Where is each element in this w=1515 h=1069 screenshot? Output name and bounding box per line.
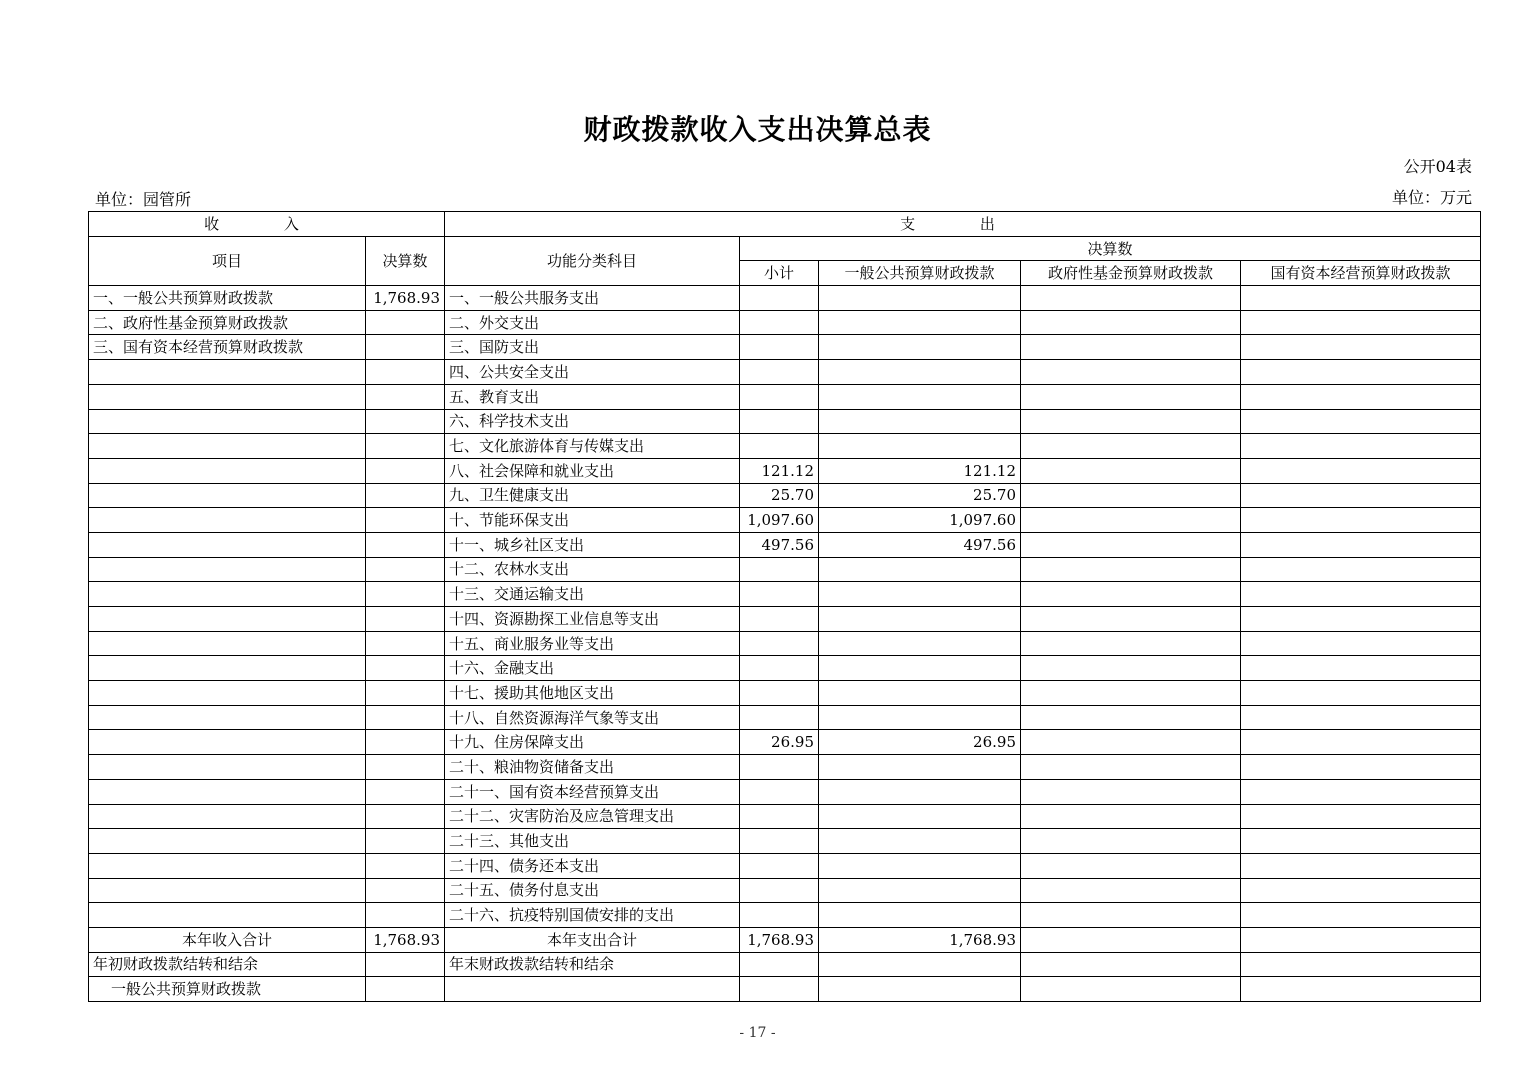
income-amount xyxy=(366,903,445,928)
reporting-unit: 单位：园管所 xyxy=(95,190,192,209)
income-amount xyxy=(366,532,445,557)
income-item xyxy=(89,582,366,607)
subtotal-cell xyxy=(740,335,819,360)
state-capital-cell xyxy=(1241,903,1481,928)
expense-item: 十一、城乡社区支出 xyxy=(445,532,740,557)
gov-fund-cell xyxy=(1021,878,1241,903)
income-amount xyxy=(366,483,445,508)
state-capital-cell xyxy=(1241,755,1481,780)
state-capital-cell xyxy=(1241,681,1481,706)
state-capital-cell xyxy=(1241,853,1481,878)
income-amount xyxy=(366,458,445,483)
state-capital-cell xyxy=(1241,952,1481,977)
income-item xyxy=(89,656,366,681)
gov-fund-cell xyxy=(1021,903,1241,928)
income-item: 年初财政拨款结转和结余 xyxy=(89,952,366,977)
state-capital-cell xyxy=(1241,384,1481,409)
general-budget-cell xyxy=(819,829,1021,854)
general-budget-cell xyxy=(819,755,1021,780)
gov-fund-cell xyxy=(1021,755,1241,780)
expense-item: 五、教育支出 xyxy=(445,384,740,409)
expense-item: 年末财政拨款结转和结余 xyxy=(445,952,740,977)
subtotal-cell xyxy=(740,310,819,335)
table-row xyxy=(89,878,1481,903)
gov-fund-cell xyxy=(1021,360,1241,385)
income-amount xyxy=(366,730,445,755)
expense-item: 六、科学技术支出 xyxy=(445,409,740,434)
income-amount xyxy=(366,878,445,903)
subtotal-cell: 121.12 xyxy=(740,458,819,483)
total-row xyxy=(89,927,1481,952)
general-budget-cell xyxy=(819,977,1021,1002)
general-budget-cell xyxy=(819,853,1021,878)
state-capital-cell xyxy=(1241,656,1481,681)
income-item xyxy=(89,360,366,385)
carry-row xyxy=(89,952,1481,977)
state-capital-cell xyxy=(1241,829,1481,854)
subtotal-cell xyxy=(740,779,819,804)
state-capital-cell xyxy=(1241,878,1481,903)
gov-fund-cell xyxy=(1021,804,1241,829)
gov-fund-cell xyxy=(1021,631,1241,656)
subtotal-cell xyxy=(740,286,819,311)
table-row xyxy=(89,730,1481,755)
expense-item: 十五、商业服务业等支出 xyxy=(445,631,740,656)
general-budget-cell xyxy=(819,607,1021,632)
income-item xyxy=(89,878,366,903)
subtotal-cell: 26.95 xyxy=(740,730,819,755)
income-amount: 1,768.93 xyxy=(366,286,445,311)
income-item xyxy=(89,730,366,755)
gov-fund-cell xyxy=(1021,310,1241,335)
gov-fund-cell xyxy=(1021,532,1241,557)
income-item: 二、政府性基金预算财政拨款 xyxy=(89,310,366,335)
income-amount xyxy=(366,582,445,607)
income-amount xyxy=(366,952,445,977)
general-budget-cell: 1,097.60 xyxy=(819,508,1021,533)
general-budget-cell: 26.95 xyxy=(819,730,1021,755)
general-budget-cell: 25.70 xyxy=(819,483,1021,508)
gov-fund-cell xyxy=(1021,458,1241,483)
table-row xyxy=(89,384,1481,409)
income-amount xyxy=(366,829,445,854)
income-item xyxy=(89,434,366,459)
subtotal-cell xyxy=(740,755,819,780)
table-row xyxy=(89,903,1481,928)
income-total-label: 本年收入合计 xyxy=(89,927,366,952)
table-row xyxy=(89,631,1481,656)
table-row xyxy=(89,804,1481,829)
expense-total-label: 本年支出合计 xyxy=(445,927,740,952)
income-item xyxy=(89,853,366,878)
income-amount xyxy=(366,853,445,878)
income-amount xyxy=(366,779,445,804)
income-amount xyxy=(366,977,445,1002)
subtotal-cell: 25.70 xyxy=(740,483,819,508)
expense-item: 二十六、抗疫特别国债安排的支出 xyxy=(445,903,740,928)
subtotal-cell xyxy=(740,607,819,632)
subtotal-cell xyxy=(740,409,819,434)
expense-item: 二十一、国有资本经营预算支出 xyxy=(445,779,740,804)
final-amount-group-header: 决算数 xyxy=(740,236,1481,261)
expense-item: 十三、交通运输支出 xyxy=(445,582,740,607)
state-capital-cell xyxy=(1241,779,1481,804)
general-budget-cell xyxy=(819,878,1021,903)
state-capital-cell xyxy=(1241,557,1481,582)
table-row xyxy=(89,409,1481,434)
form-number: 公开04表 xyxy=(1403,157,1472,176)
subtotal-cell xyxy=(740,434,819,459)
state-capital-header: 国有资本经营预算财政拨款 xyxy=(1241,261,1481,286)
income-item xyxy=(89,458,366,483)
table-row xyxy=(89,335,1481,360)
general-budget-cell xyxy=(819,360,1021,385)
table-row xyxy=(89,779,1481,804)
table-row xyxy=(89,829,1481,854)
general-budget-cell xyxy=(819,804,1021,829)
general-budget-cell xyxy=(819,310,1021,335)
general-budget-cell xyxy=(819,384,1021,409)
subtotal-cell xyxy=(740,952,819,977)
income-amount xyxy=(366,384,445,409)
income-amount xyxy=(366,434,445,459)
general-budget-cell xyxy=(819,681,1021,706)
gov-fund-cell xyxy=(1021,853,1241,878)
subtotal-cell xyxy=(740,631,819,656)
expense-item xyxy=(445,977,740,1002)
state-capital-cell xyxy=(1241,631,1481,656)
header-row-2 xyxy=(89,236,1481,261)
subtotal-cell xyxy=(740,903,819,928)
state-capital-cell xyxy=(1241,607,1481,632)
income-header: 收 入 xyxy=(89,212,445,237)
page-number: - 17 - xyxy=(739,1025,776,1041)
carry-row xyxy=(89,977,1481,1002)
state-capital-cell xyxy=(1241,335,1481,360)
income-item: 三、国有资本经营预算财政拨款 xyxy=(89,335,366,360)
expense-item: 十七、援助其他地区支出 xyxy=(445,681,740,706)
table-row xyxy=(89,853,1481,878)
subtotal-cell xyxy=(740,878,819,903)
gov-fund-cell xyxy=(1021,409,1241,434)
expense-item: 二十三、其他支出 xyxy=(445,829,740,854)
income-total-amount: 1,768.93 xyxy=(366,927,445,952)
income-amount xyxy=(366,755,445,780)
subtotal-cell xyxy=(740,582,819,607)
state-capital-cell xyxy=(1241,286,1481,311)
general-budget-cell xyxy=(819,952,1021,977)
general-budget-cell xyxy=(819,335,1021,360)
income-item xyxy=(89,779,366,804)
expense-item: 八、社会保障和就业支出 xyxy=(445,458,740,483)
income-item xyxy=(89,903,366,928)
subtotal-cell xyxy=(740,557,819,582)
subtotal-cell xyxy=(740,705,819,730)
gov-fund-cell xyxy=(1021,607,1241,632)
subtotal-cell xyxy=(740,977,819,1002)
subtotal-cell xyxy=(740,804,819,829)
gov-fund-cell xyxy=(1021,977,1241,1002)
state-capital-cell xyxy=(1241,458,1481,483)
gov-fund-cell xyxy=(1021,705,1241,730)
expense-item: 七、文化旅游体育与传媒支出 xyxy=(445,434,740,459)
final-amount-header: 决算数 xyxy=(366,236,445,285)
subtotal-cell xyxy=(740,384,819,409)
expense-item: 十六、金融支出 xyxy=(445,656,740,681)
function-class-header: 功能分类科目 xyxy=(445,236,740,285)
income-item xyxy=(89,483,366,508)
expense-item: 二十、粮油物资储备支出 xyxy=(445,755,740,780)
income-item xyxy=(89,557,366,582)
expense-item: 十四、资源勘探工业信息等支出 xyxy=(445,607,740,632)
state-capital-cell xyxy=(1241,705,1481,730)
item-header: 项目 xyxy=(89,236,366,285)
gov-fund-cell xyxy=(1021,779,1241,804)
subtotal-cell xyxy=(740,829,819,854)
gov-fund-header: 政府性基金预算财政拨款 xyxy=(1021,261,1241,286)
table-row xyxy=(89,458,1481,483)
income-amount xyxy=(366,557,445,582)
table-row xyxy=(89,286,1481,311)
subtotal-cell xyxy=(740,681,819,706)
expense-item: 四、公共安全支出 xyxy=(445,360,740,385)
table-row xyxy=(89,508,1481,533)
state-capital-cell xyxy=(1241,508,1481,533)
state-capital-cell xyxy=(1241,730,1481,755)
income-amount xyxy=(366,607,445,632)
gov-fund-cell xyxy=(1021,384,1241,409)
expense-header: 支 出 xyxy=(445,212,1481,237)
expense-item: 十二、农林水支出 xyxy=(445,557,740,582)
header-row-1 xyxy=(89,212,1481,237)
expense-item: 十八、自然资源海洋气象等支出 xyxy=(445,705,740,730)
gov-fund-cell xyxy=(1021,335,1241,360)
table-row xyxy=(89,656,1481,681)
expense-item: 九、卫生健康支出 xyxy=(445,483,740,508)
expense-item: 二十二、灾害防治及应急管理支出 xyxy=(445,804,740,829)
income-item: 一般公共预算财政拨款 xyxy=(89,977,366,1002)
subtotal-cell xyxy=(740,853,819,878)
income-amount xyxy=(366,656,445,681)
gov-fund-cell xyxy=(1021,927,1241,952)
appropriation-table xyxy=(88,211,1481,1002)
general-budget-cell: 1,768.93 xyxy=(819,927,1021,952)
state-capital-cell xyxy=(1241,360,1481,385)
income-amount xyxy=(366,705,445,730)
table-row xyxy=(89,360,1481,385)
general-budget-cell xyxy=(819,582,1021,607)
general-budget-cell xyxy=(819,286,1021,311)
income-item xyxy=(89,829,366,854)
general-budget-cell xyxy=(819,434,1021,459)
general-budget-cell: 121.12 xyxy=(819,458,1021,483)
income-amount xyxy=(366,508,445,533)
expense-item: 二、外交支出 xyxy=(445,310,740,335)
income-item xyxy=(89,384,366,409)
table-row xyxy=(89,557,1481,582)
currency-unit: 单位：万元 xyxy=(1391,188,1472,207)
state-capital-cell xyxy=(1241,409,1481,434)
gov-fund-cell xyxy=(1021,681,1241,706)
income-item xyxy=(89,804,366,829)
income-item xyxy=(89,631,366,656)
gov-fund-cell xyxy=(1021,656,1241,681)
state-capital-cell xyxy=(1241,483,1481,508)
subtotal-header: 小计 xyxy=(740,261,819,286)
general-budget-cell xyxy=(819,705,1021,730)
income-amount xyxy=(366,310,445,335)
page-title: 财政拨款收入支出决算总表 xyxy=(583,113,932,146)
expense-item: 一、一般公共服务支出 xyxy=(445,286,740,311)
expense-item: 二十五、债务付息支出 xyxy=(445,878,740,903)
general-budget-cell xyxy=(819,409,1021,434)
income-item xyxy=(89,532,366,557)
general-budget-cell xyxy=(819,903,1021,928)
state-capital-cell xyxy=(1241,310,1481,335)
subtotal-cell xyxy=(740,656,819,681)
state-capital-cell xyxy=(1241,927,1481,952)
gov-fund-cell xyxy=(1021,557,1241,582)
gov-fund-cell xyxy=(1021,286,1241,311)
state-capital-cell xyxy=(1241,582,1481,607)
income-item xyxy=(89,755,366,780)
gov-fund-cell xyxy=(1021,952,1241,977)
gov-fund-cell xyxy=(1021,483,1241,508)
expense-item: 二十四、债务还本支出 xyxy=(445,853,740,878)
income-amount xyxy=(366,804,445,829)
income-item xyxy=(89,681,366,706)
general-budget-cell xyxy=(819,656,1021,681)
gov-fund-cell xyxy=(1021,582,1241,607)
income-amount xyxy=(366,409,445,434)
table-row xyxy=(89,310,1481,335)
general-budget-cell xyxy=(819,557,1021,582)
expense-item: 十九、住房保障支出 xyxy=(445,730,740,755)
state-capital-cell xyxy=(1241,804,1481,829)
general-budget-header: 一般公共预算财政拨款 xyxy=(819,261,1021,286)
income-amount xyxy=(366,360,445,385)
income-item: 一、一般公共预算财政拨款 xyxy=(89,286,366,311)
table-row xyxy=(89,582,1481,607)
expense-item: 三、国防支出 xyxy=(445,335,740,360)
income-item xyxy=(89,508,366,533)
table-row xyxy=(89,705,1481,730)
table-row xyxy=(89,434,1481,459)
gov-fund-cell xyxy=(1021,730,1241,755)
state-capital-cell xyxy=(1241,977,1481,1002)
subtotal-cell: 1,768.93 xyxy=(740,927,819,952)
state-capital-cell xyxy=(1241,532,1481,557)
income-amount xyxy=(366,335,445,360)
table-row xyxy=(89,755,1481,780)
general-budget-cell xyxy=(819,779,1021,804)
subtotal-cell xyxy=(740,360,819,385)
income-item xyxy=(89,607,366,632)
table-row xyxy=(89,532,1481,557)
income-amount xyxy=(366,631,445,656)
table-row xyxy=(89,483,1481,508)
table-row xyxy=(89,607,1481,632)
income-item xyxy=(89,409,366,434)
state-capital-cell xyxy=(1241,434,1481,459)
general-budget-cell xyxy=(819,631,1021,656)
income-item xyxy=(89,705,366,730)
income-amount xyxy=(366,681,445,706)
gov-fund-cell xyxy=(1021,508,1241,533)
subtotal-cell: 1,097.60 xyxy=(740,508,819,533)
gov-fund-cell xyxy=(1021,434,1241,459)
expense-item: 十、节能环保支出 xyxy=(445,508,740,533)
table-row xyxy=(89,681,1481,706)
subtotal-cell: 497.56 xyxy=(740,532,819,557)
gov-fund-cell xyxy=(1021,829,1241,854)
general-budget-cell: 497.56 xyxy=(819,532,1021,557)
